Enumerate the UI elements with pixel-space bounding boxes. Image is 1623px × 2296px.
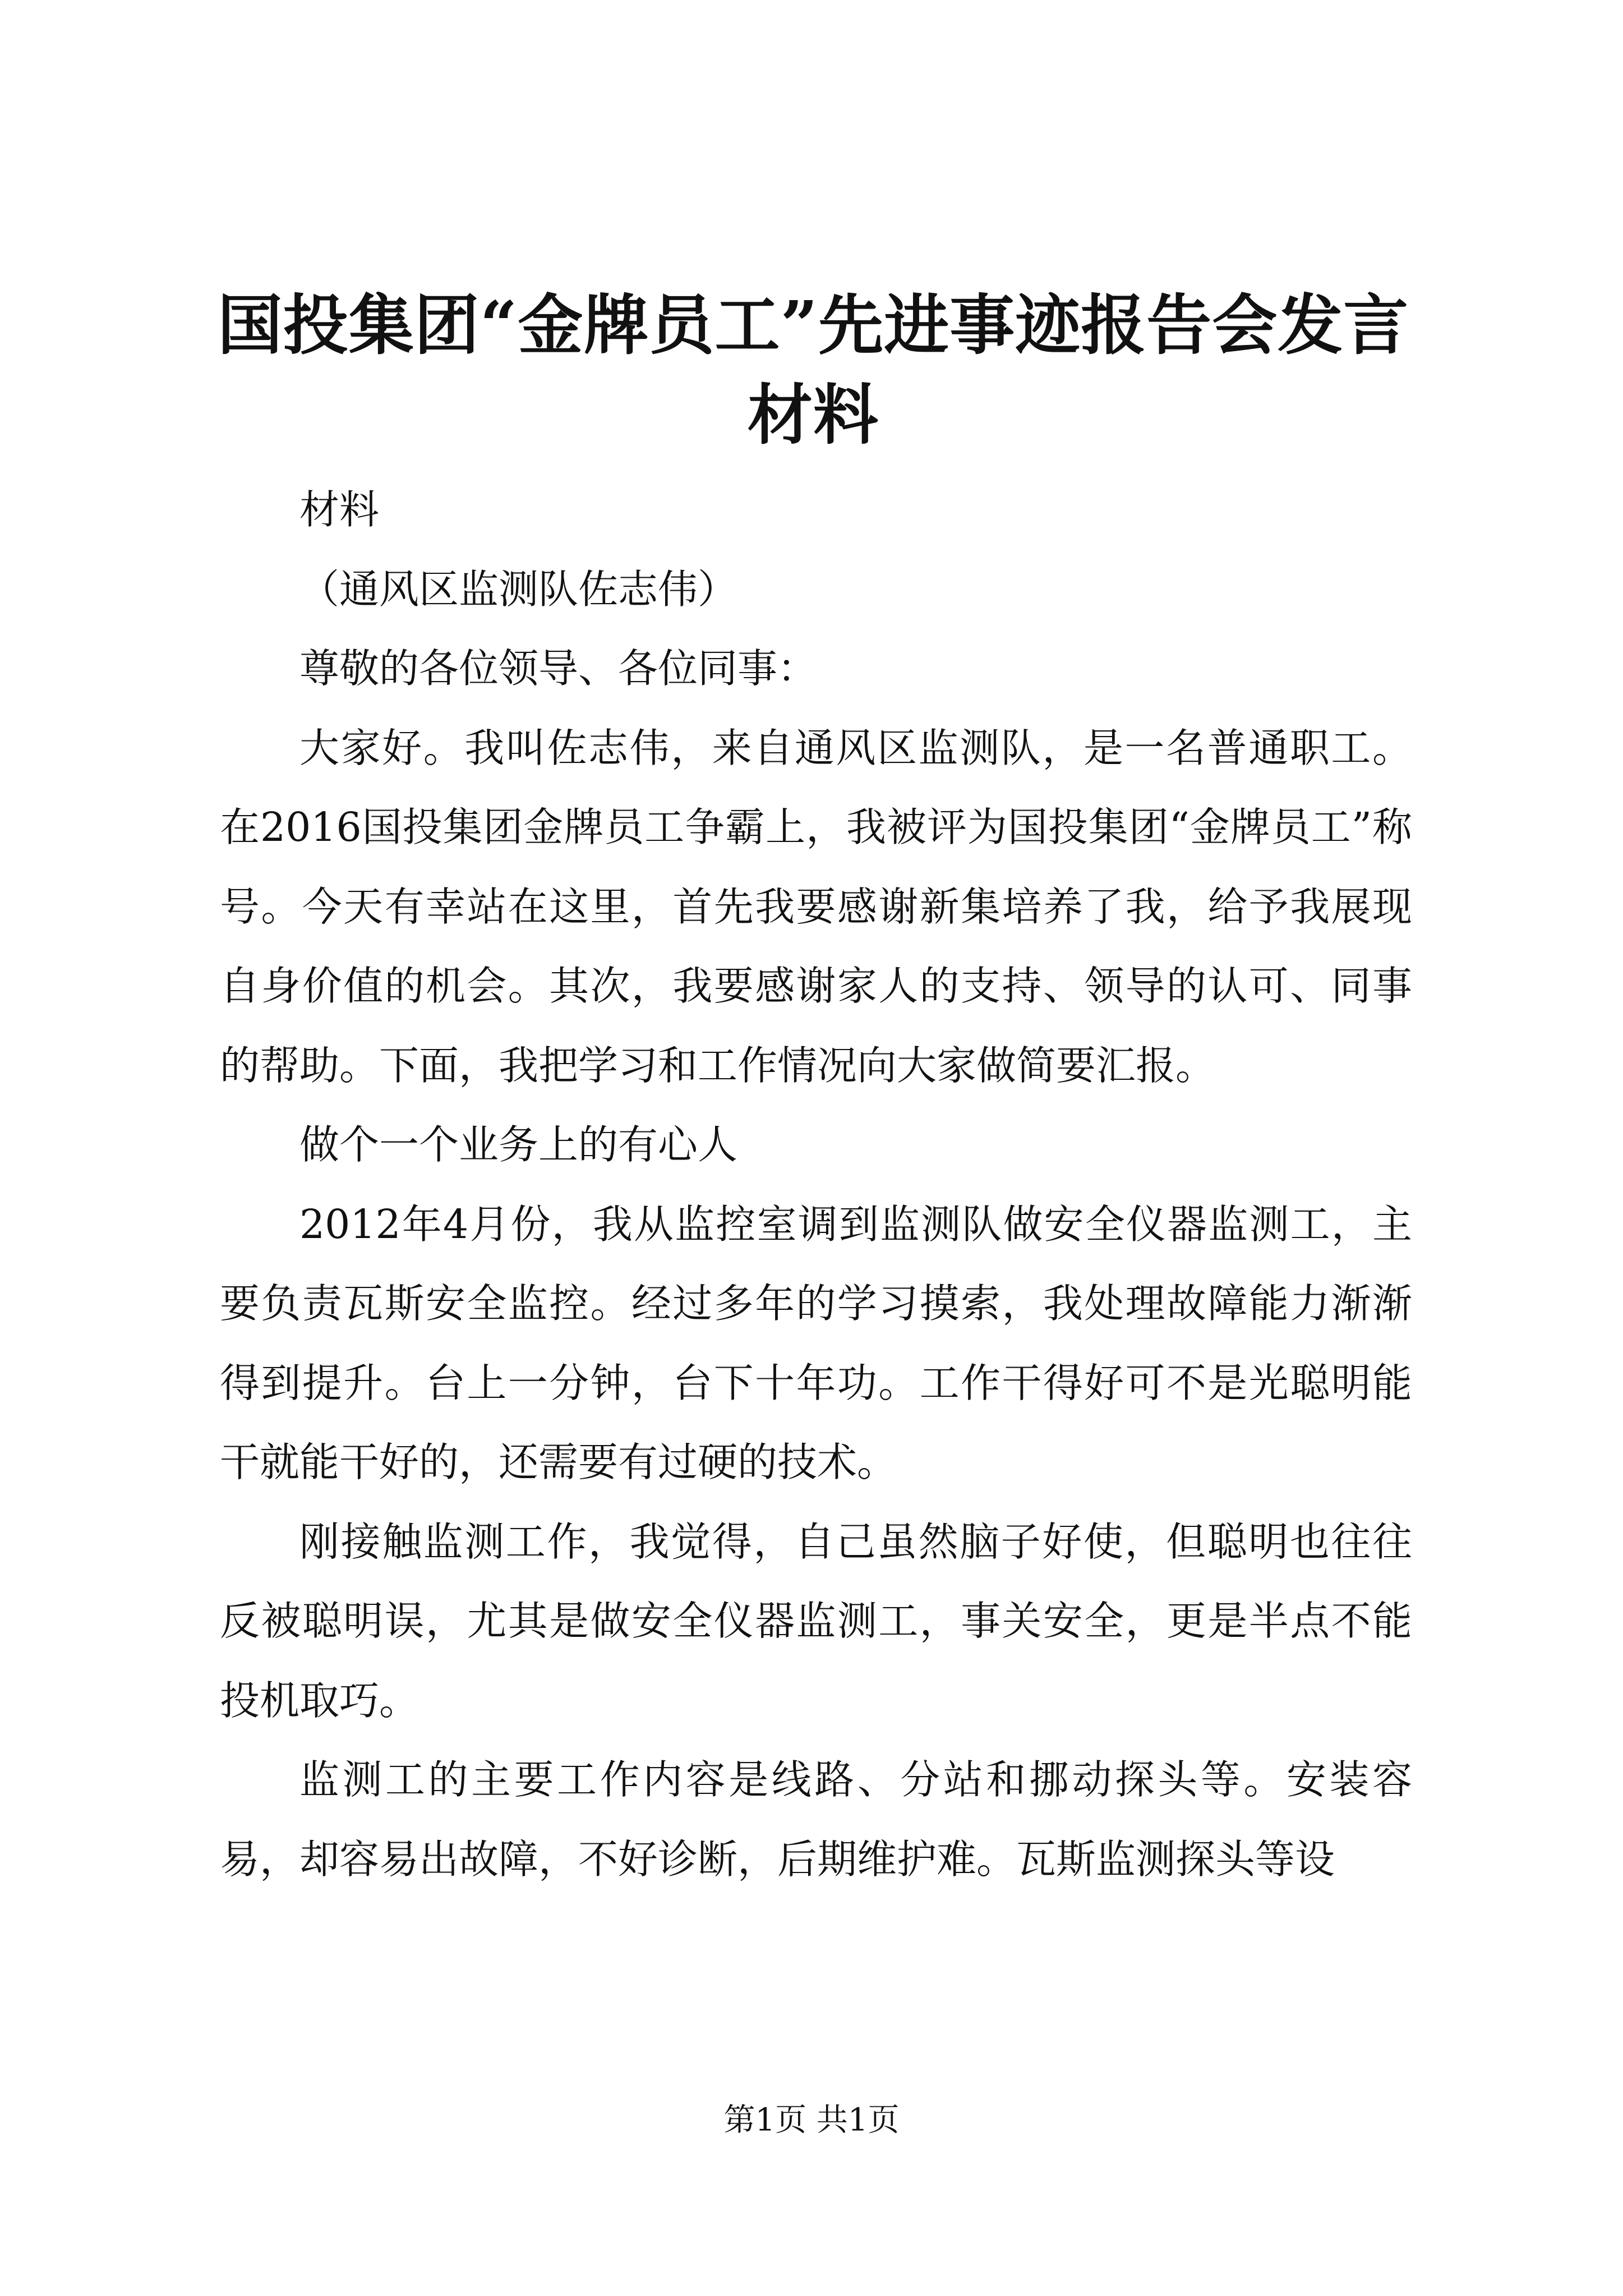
paragraph: （通风区监测队佐志伟） (299, 565, 738, 613)
paragraph: 刚接触监测工作，我觉得，自己虽然脑子好使，但聪明也往往反被聪明误，尤其是做安全仪器监测工，事关安全，更是半点不能投机取巧。 (220, 1518, 1412, 1724)
page-footer: 第1页 共1页 (723, 2102, 900, 2138)
paragraph: 监测工的主要工作内容是线路、分站和挪动探头等。安装容易，却容易出故障，不好诊断，后期维护难。瓦斯监测探头等设 (220, 1756, 1412, 1883)
paragraph: 尊敬的各位领导、各位同事： (299, 645, 818, 692)
document-title: 国投集团“金牌员工”先进事迹报告会发言材料 (217, 287, 1409, 453)
paragraph: 材料 (299, 486, 380, 533)
paragraph: 大家好。我叫佐志伟，来自通风区监测队，是一名普通职工。在2016国投集团金牌员工争霸上，我被评为国投集团“金牌员工”称号。今天有幸站在这里，首先我要感谢新集培养了我，给予我展现自身价值的机会。其次，我要感谢家人的支持、领导的认可、同事的帮助。下面，我把学习和工作情况向大家做简要汇报。 (220, 724, 1412, 1089)
document-body (220, 470, 1412, 1899)
paragraph: 2012年4月份，我从监控室调到监测队做安全仪器监测工，主要负责瓦斯安全监控。经过多年的学习摸索，我处理故障能力渐渐得到提升。台上一分钟，台下十年功。工作干得好可不是光聪明能干就能干好的，还需要有过硬的技术。 (220, 1200, 1412, 1485)
section-heading: 做个一个业务上的有心人 (299, 1121, 738, 1168)
